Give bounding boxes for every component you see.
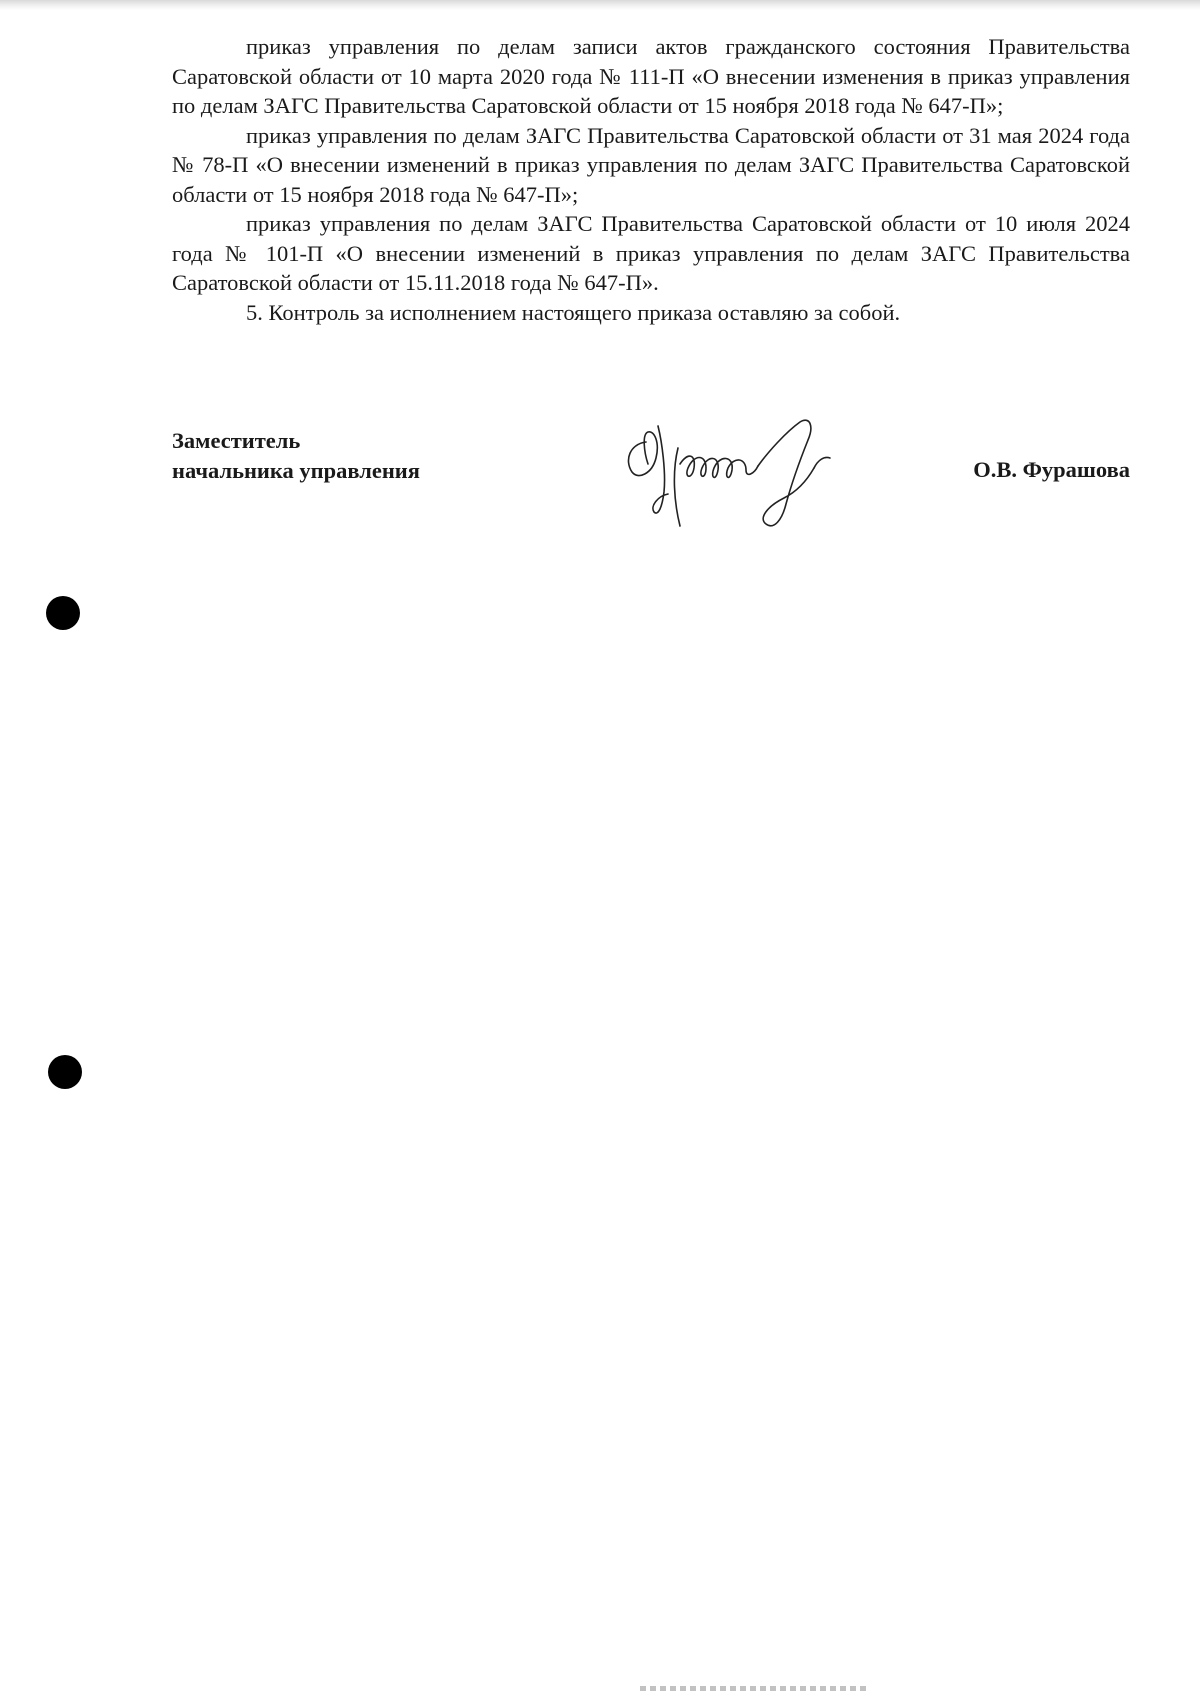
punch-hole-top [46,596,80,630]
signatory-title [172,426,420,486]
scan-top-edge [0,0,1200,10]
signatory-name: О.В. Фурашова [973,457,1130,482]
handwritten-signature [618,412,858,537]
paragraph-order-101p: приказ управления по делам ЗАГС Правительства Саратовской области от 10 июля 2024 года № 101-П «О внесении изменений в приказ управления по делам ЗАГС Правительства Саратовской области от 15.11.2018 года № 647-П». [172,211,1130,295]
signatory-title-line2: начальника управления [172,458,420,483]
document-body [172,32,1130,327]
paragraph-order-111p: приказ управления по делам записи актов гражданского состояния Правительства Саратовской области от 10 марта 2020 года № 111-П «О внесении изменения в приказ управления по делам ЗАГС Правительства Саратовской области от 15 ноября 2018 года № 647-П»; [172,34,1130,118]
punch-hole-bottom [48,1055,82,1089]
signatory-title-line1: Заместитель [172,428,301,453]
scan-footer-noise [640,1686,870,1691]
paragraph-order-78p: приказ управления по делам ЗАГС Правительства Саратовской области от 31 мая 2024 года № 78-П «О внесении изменений в приказ управления по делам ЗАГС Правительства Саратовской области от 15 ноября 2018 года № 647-П»; [172,122,1130,207]
paragraph-control-clause: 5. Контроль за исполнением настоящего приказа оставляю за собой. [246,299,901,325]
